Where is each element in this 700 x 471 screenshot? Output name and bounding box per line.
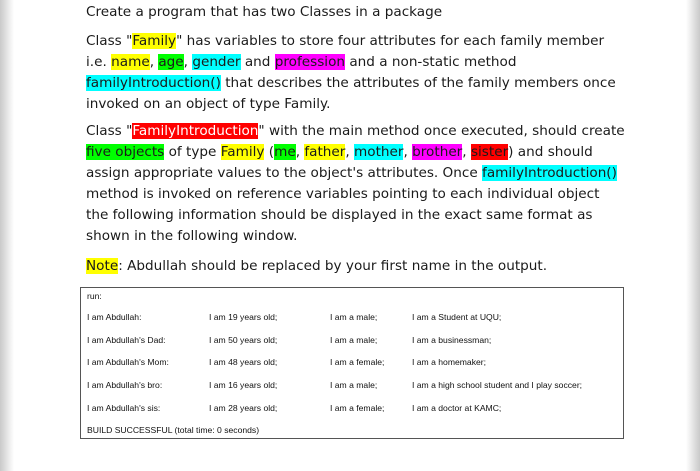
- output-window: [80, 287, 624, 439]
- page-shadow-right: [686, 0, 700, 471]
- method-name-2: familyIntroduction(): [482, 165, 617, 181]
- family-introduction-paragraph: Class "FamilyIntroduction" with the main method once executed, should create five objects of type Family (me, father, mother, brother, sister) and should assign appropriate values to the object's attributes. Once familyIntroduction() method is invoked on reference variables pointing to each individual object the following information should be displayed in the exact same format as shown in the following window.: [86, 123, 625, 244]
- family-class-name: Family: [132, 33, 177, 49]
- page-shadow-left: [0, 0, 14, 471]
- object-sister: sister: [470, 144, 509, 160]
- five-objects: five objects: [86, 144, 165, 160]
- attr-name: name: [111, 54, 150, 70]
- console-row: I am Abdullah's Mom: I am 48 years old; I am a female; I am a homemaker;: [87, 357, 487, 367]
- console-run-label: run:: [87, 291, 102, 301]
- attr-profession: profession: [274, 54, 346, 70]
- console-row: I am Abdullah: I am 19 years old; I am a male; I am a Student at UQU;: [87, 312, 502, 322]
- object-brother: brother: [412, 144, 463, 160]
- attr-gender: gender: [192, 54, 241, 70]
- document-body: [86, 0, 626, 277]
- object-father: father: [304, 144, 346, 160]
- console-row: I am Abdullah's Dad: I am 50 years old; I am a male; I am a businessman;: [87, 335, 492, 345]
- note-line: Note: Abdullah should be replaced by your first name in the output.: [86, 258, 548, 274]
- family-class-paragraph: Class "Family" has variables to store four attributes for each family member i.e. name, age, gender and profession and a non-static method familyIntroduction() that describes the attributes of the family members once invoked on an object of type Family.: [86, 33, 616, 112]
- object-mother: mother: [354, 144, 404, 160]
- build-status: BUILD SUCCESSFUL (total time: 0 seconds): [87, 425, 260, 435]
- family-introduction-class-name: FamilyIntroduction: [132, 123, 259, 139]
- task-title: Create a program that has two Classes in a package: [86, 4, 443, 20]
- method-name: familyIntroduction(): [86, 75, 221, 91]
- family-type: Family: [220, 144, 265, 160]
- console-row: I am Abdullah's bro: I am 16 years old; I am a male; I am a high school student and I play soccer;: [87, 380, 583, 390]
- note-label: Note: [86, 258, 119, 274]
- console-row: I am Abdullah's sis: I am 28 years old; I am a female; I am a doctor at KAMC;: [87, 403, 502, 413]
- object-me: me: [274, 144, 296, 160]
- attr-age: age: [158, 54, 184, 70]
